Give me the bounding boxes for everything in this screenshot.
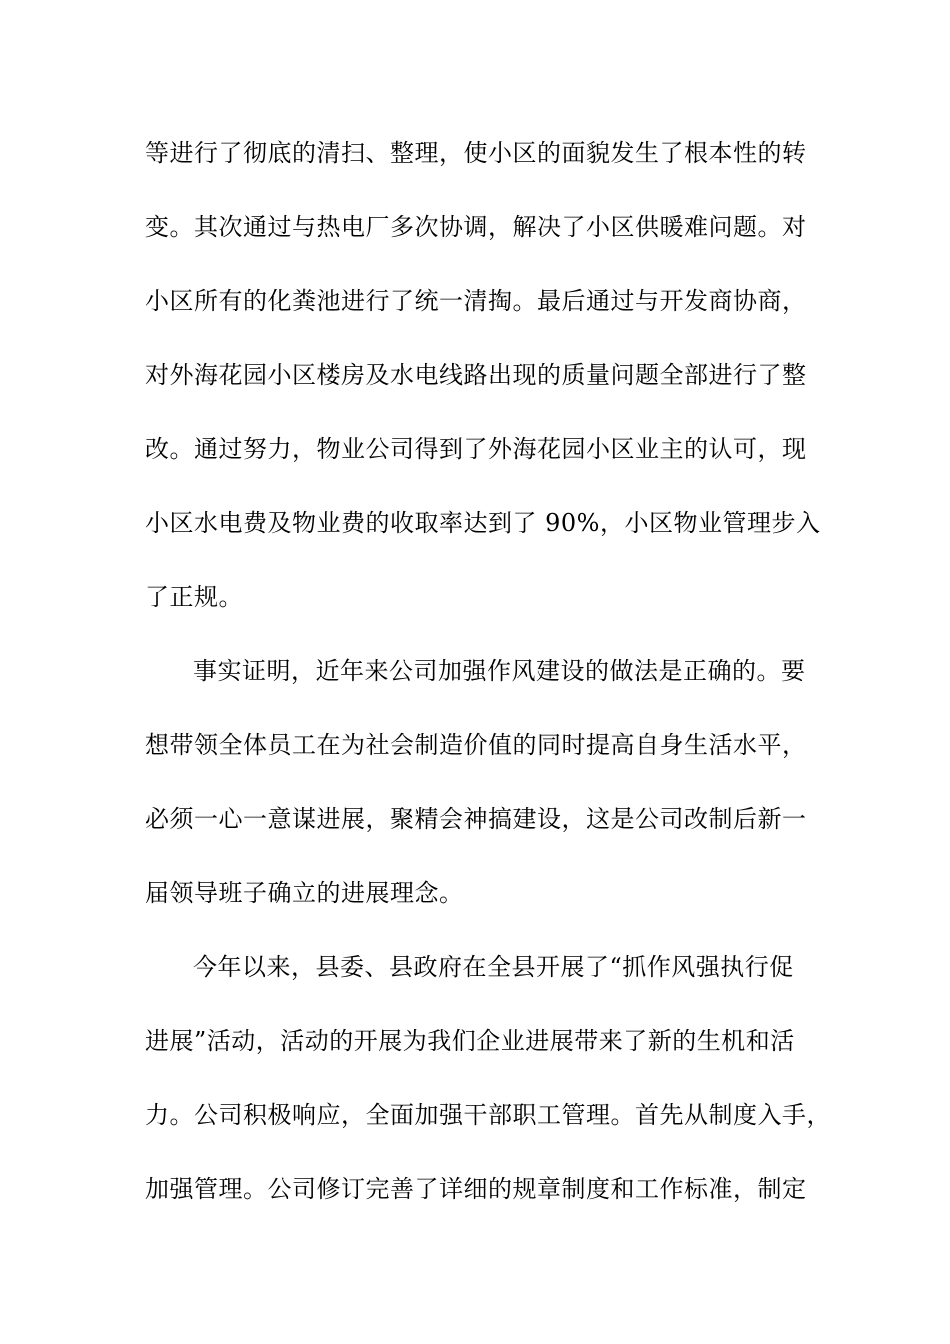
body-text: [145, 128, 831, 1238]
text-line: 加强管理。公司修订完善了详细的规章制度和工作标准，制定: [145, 1175, 807, 1203]
text-line: 变。其次通过与热电厂多次协调，解决了小区供暖难问题。对: [145, 213, 807, 241]
text-line: 了正规。: [145, 583, 243, 611]
text-line: 等进行了彻底的清扫、整理，使小区的面貌发生了根本性的转: [145, 139, 807, 167]
text-line: 届领导班子确立的进展理念。: [145, 879, 464, 907]
text-line: 必须一心一意谋进展，聚精会神搞建设，这是公司改制后新一: [145, 805, 807, 833]
text-line: 进展”活动，活动的开展为我们企业进展带来了新的生机和活: [145, 1027, 795, 1055]
paragraph-start-line: 事实证明，近年来公司加强作风建设的做法是正确的。要: [193, 657, 806, 685]
text-line: 改。通过努力，物业公司得到了外海花园小区业主的认可，现: [145, 435, 807, 463]
text-line: 小区所有的化粪池进行了统一清掏。最后通过与开发商协商，: [145, 287, 807, 315]
paragraph-start-line: 今年以来，县委、县政府在全县开展了“抓作风强执行促: [193, 953, 794, 981]
text-line: 力。公司积极响应，全面加强干部职工管理。首先从制度入手，: [145, 1101, 831, 1129]
text-line: 小区水电费及物业费的收取率达到了 90%，小区物业管理步入: [145, 509, 821, 537]
text-line: 对外海花园小区楼房及水电线路出现的质量问题全部进行了整: [145, 361, 807, 389]
text-line: 想带领全体员工在为社会制造价值的同时提高自身生活水平，: [145, 731, 807, 759]
